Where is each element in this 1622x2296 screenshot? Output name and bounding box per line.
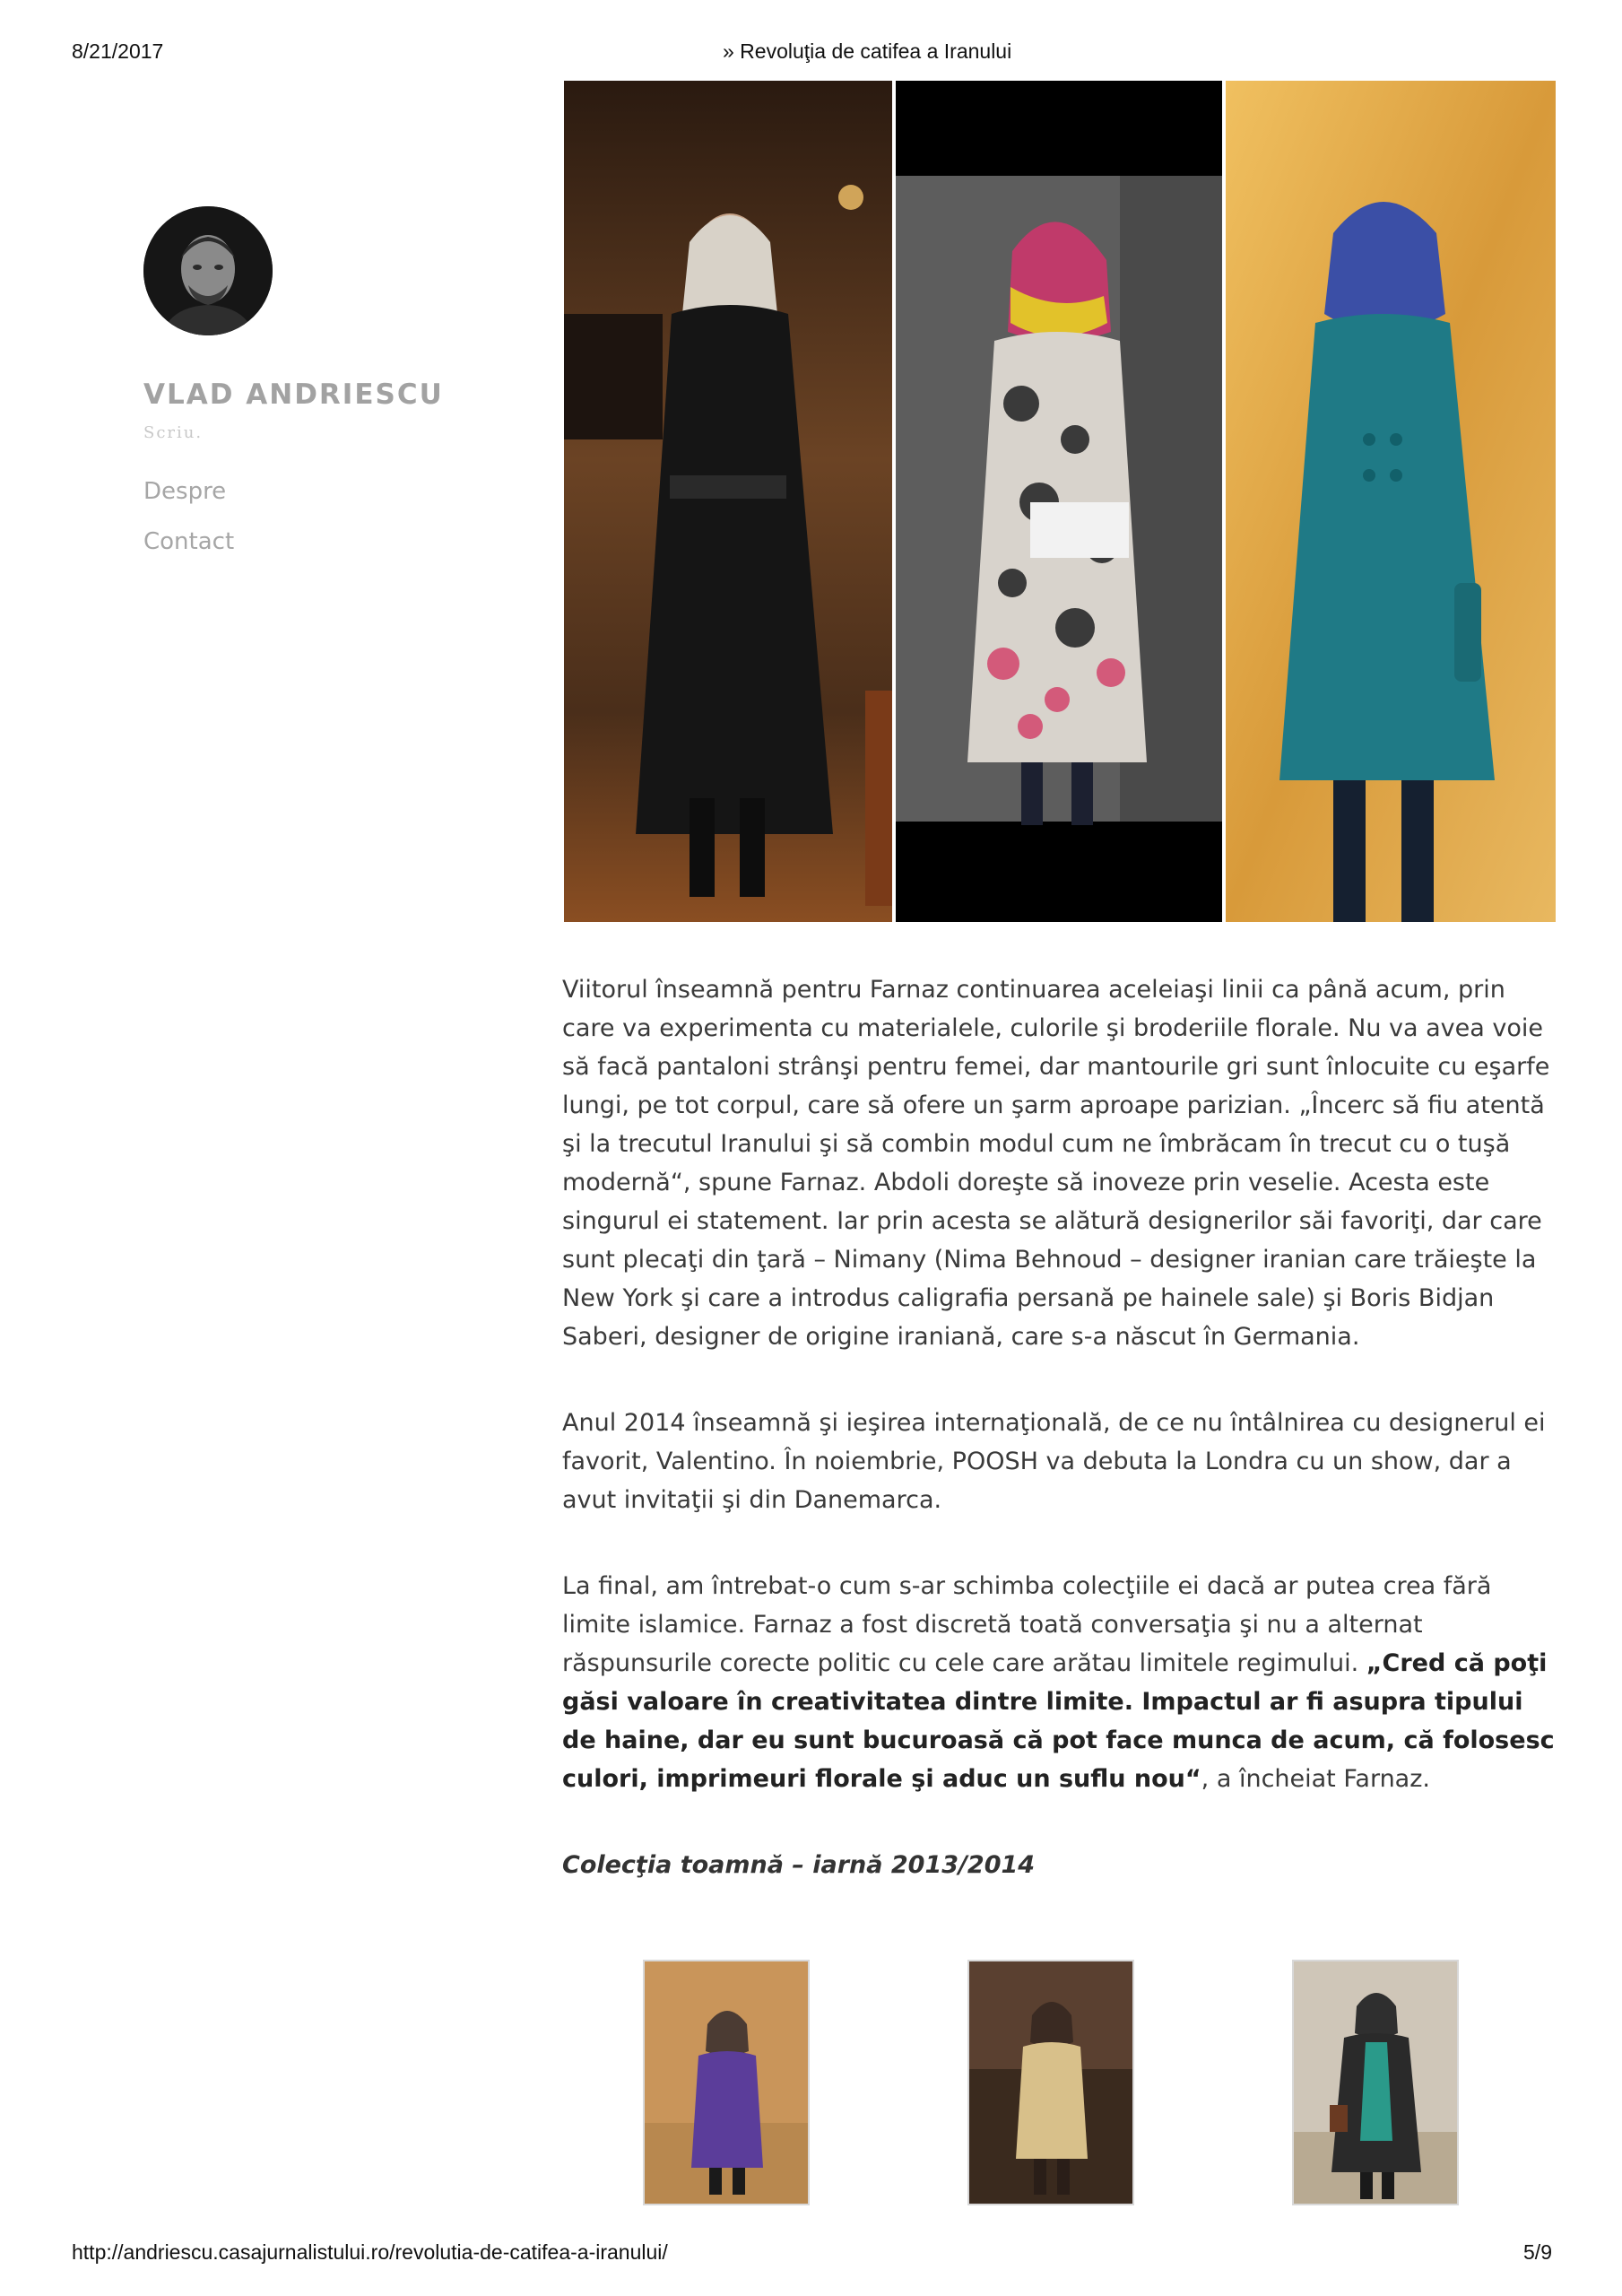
nav-item-despre[interactable]: Despre bbox=[143, 478, 227, 505]
sidebar bbox=[143, 206, 484, 578]
thumbnail-gold-coat[interactable] bbox=[967, 1960, 1134, 2205]
sidebar-nav bbox=[143, 478, 484, 555]
thumbnail-gallery bbox=[562, 1960, 1557, 2207]
article-text: , a încheiat Farnaz. bbox=[1201, 1765, 1430, 1793]
print-header bbox=[0, 39, 1622, 66]
print-title: » Revoluţia de catifea a Iranului bbox=[723, 39, 1012, 63]
avatar[interactable] bbox=[143, 206, 273, 335]
main-content bbox=[562, 81, 1557, 922]
article-quote-bold: „Cred că poţi găsi valoare în creativitatea dintre limite. Impactul ar fi asupra tipului de haine, dar eu sunt bucuroasă că pot face munca de acum, că folosesc culori, imprimeuri florale şi aduc un suflu nou“ bbox=[562, 1649, 1555, 1793]
print-url[interactable]: http://andriescu.casajurnalistului.ro/revolutia-de-catifea-a-iranului/ bbox=[72, 2240, 668, 2264]
article-text: La final, am întrebat-o cum s-ar schimba colecţiile ei dacă ar putea crea fără limite islamice. Farnaz a fost discretă toată conversaţia şi nu a alternat răspunsurile corecte politic cu cele care arătau limitele regimului. bbox=[562, 1572, 1492, 1677]
article-paragraph: Anul 2014 înseamnă şi ieşirea internaţională, de ce nu întâlnirea cu designerul ei favorit, Valentino. În noiembrie, POOSH va debuta la Londra cu un show, dar a avut invitaţii şi din Danemarca. bbox=[562, 1409, 1546, 1514]
article-body bbox=[562, 970, 1562, 1932]
hero-image bbox=[564, 81, 1556, 922]
hero-photo-teal-coat bbox=[1226, 81, 1556, 922]
print-page-number: 5/9 bbox=[1523, 2240, 1552, 2264]
site-title[interactable]: VLAD ANDRIESCU bbox=[143, 378, 444, 411]
hero-photo-black-coat bbox=[564, 81, 892, 922]
print-date: 8/21/2017 bbox=[72, 39, 164, 63]
article-paragraph-final bbox=[562, 1567, 1562, 1798]
thumbnail-black-teal-dress[interactable] bbox=[1292, 1960, 1459, 2205]
hero-photo-patterned-coat bbox=[896, 81, 1222, 922]
nav-item-contact[interactable]: Contact bbox=[143, 528, 235, 555]
thumbnail-purple-coat[interactable] bbox=[643, 1960, 810, 2205]
article-paragraph: Viitorul înseamnă pentru Farnaz continuarea aceleiaşi linii ca până acum, prin care va experimenta cu materialele, culorile şi broderiile florale. Nu va avea voie să facă pantaloni strânşi pentru femei, dar mantourile gri sunt înlocuite cu eşarfe lungi, pe tot corpul, care să ofere un şarm aproape parizian. „Încerc să fiu atentă şi la trecutul Iranului şi să combin modul cum ne îmbrăcam în trecut cu o tuşă modernă“, spune Farnaz. Abdoli doreşte să inoveze prin veselie. Acesta este singurul ei statement. Iar prin acesta se alătură designerilor săi favoriţi, dar care sunt plecaţi din ţară – Nimany (Nima Behnoud – designer iranian care trăieşte la New York şi care a introdus caligrafia persană pe hainele sale) şi Boris Bidjan Saberi, designer de origine iraniană, care s-a născut în Germania. bbox=[562, 976, 1550, 1351]
site-tagline: Scriu. bbox=[143, 423, 204, 442]
print-footer bbox=[0, 2240, 1622, 2267]
collection-caption: Colecţia toamnă – iarnă 2013/2014 bbox=[562, 1851, 1036, 1879]
